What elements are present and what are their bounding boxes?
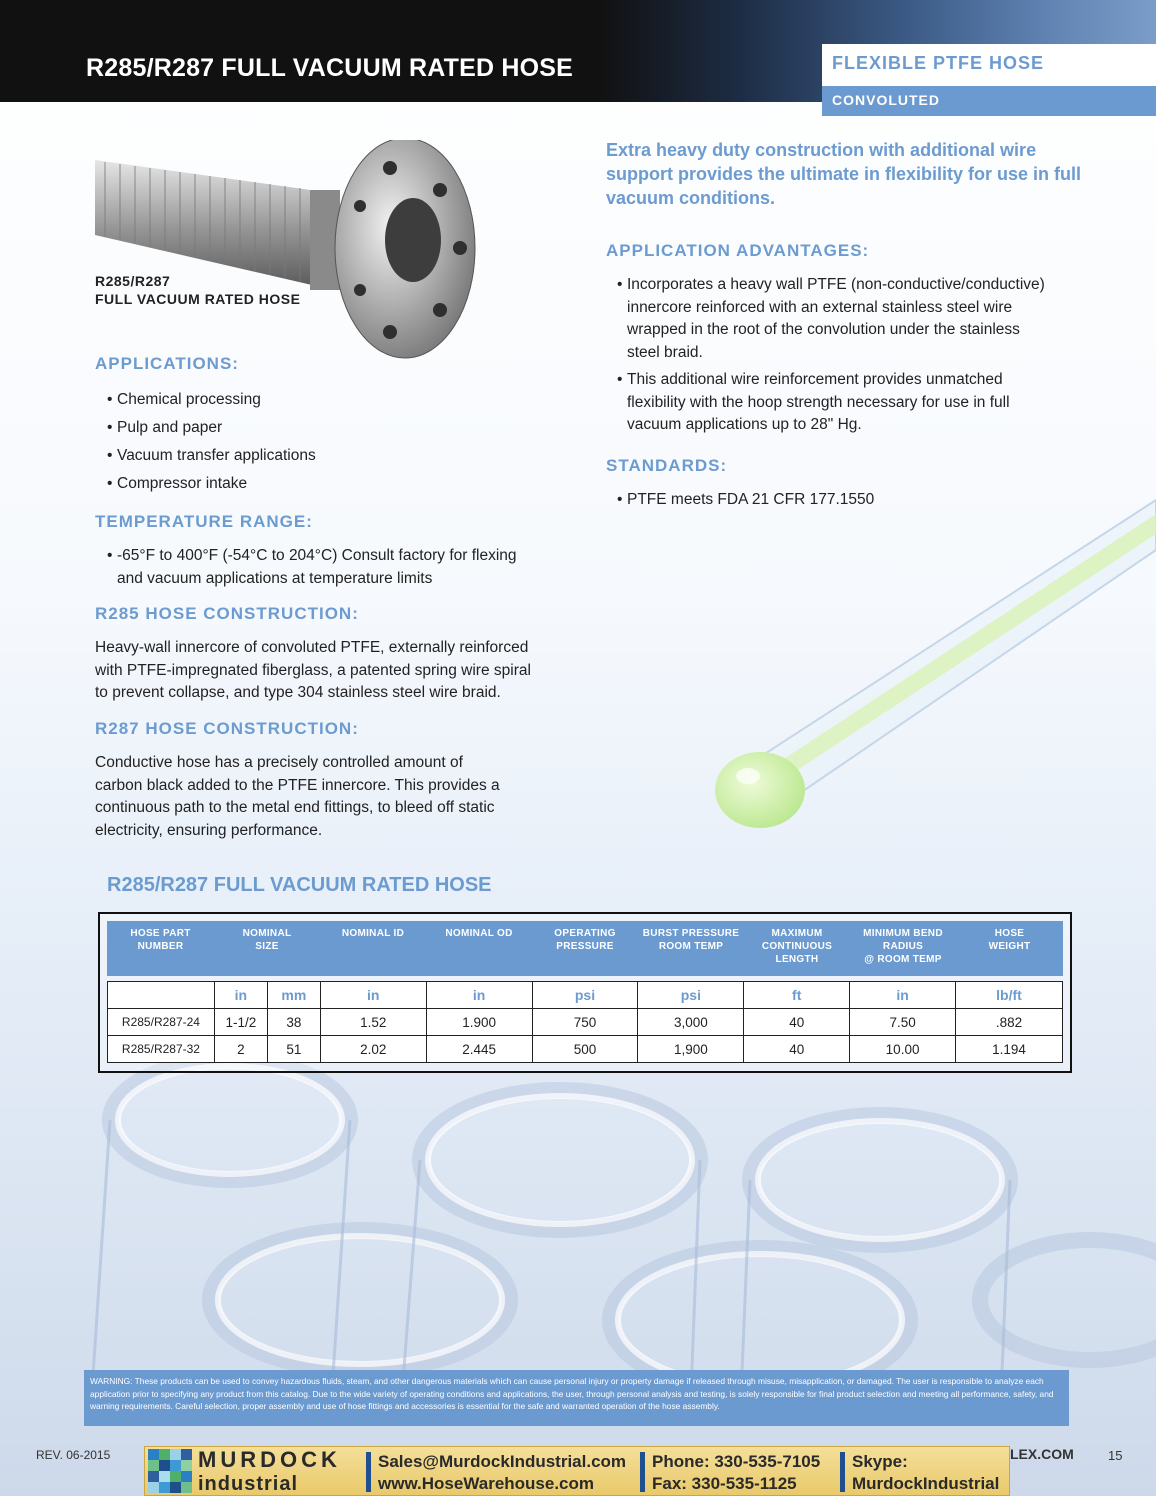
r285-paragraph: [95, 637, 531, 705]
list-item: • Vacuum transfer applications: [107, 442, 316, 470]
unit-cell: lb/ft: [956, 982, 1063, 1009]
image-caption: [95, 272, 300, 308]
r285-line: Heavy-wall innercore of convoluted PTFE, externally reinforced: [95, 639, 529, 656]
table-cell: 1,900: [638, 1036, 744, 1063]
caption-line-1: R285/R287: [95, 273, 171, 289]
temperature-line-2: and vacuum applications at temperature limits: [117, 569, 433, 587]
table-cell: 750: [532, 1009, 638, 1036]
units-row: [108, 982, 1063, 1009]
list-item: • Compressor intake: [107, 470, 316, 498]
header-line: SIZE: [255, 941, 279, 952]
subcategory-title: CONVOLUTED: [832, 92, 940, 108]
header-line: CONTINUOUS: [761, 941, 833, 952]
header-line: NUMBER: [137, 941, 184, 952]
header-line: PRESSURE: [556, 941, 614, 952]
header-min-bend-radius: [850, 927, 956, 966]
caption-line-2: FULL VACUUM RATED HOSE: [95, 291, 301, 307]
banner-contact-phone: [652, 1451, 820, 1495]
header-line: ROOM TEMP: [658, 941, 724, 952]
header-nominal-od: [426, 927, 532, 940]
header-hose-part-number: [107, 927, 214, 953]
brand-subname: industrial: [198, 1473, 299, 1495]
header-line: NOMINAL: [242, 928, 292, 939]
advantage-line: steel braid.: [627, 343, 703, 361]
r285-heading: R285 HOSE CONSTRUCTION:: [95, 604, 359, 623]
list-item: [617, 369, 1045, 437]
header-line: HOSE: [994, 928, 1025, 939]
table-cell: 1-1/2: [214, 1009, 267, 1036]
table-cell: 10.00: [850, 1036, 956, 1063]
table-cell: .882: [956, 1009, 1063, 1036]
header-line: RADIUS: [882, 941, 924, 952]
list-item: [107, 545, 517, 590]
advantage-line: • Incorporates a heavy wall PTFE (non-conductive/conductive): [627, 276, 1045, 293]
unit-cell: psi: [532, 982, 638, 1009]
temperature-heading: TEMPERATURE RANGE:: [95, 512, 313, 531]
header-line: MINIMUM BEND: [863, 928, 943, 939]
header-operating-pressure: [532, 927, 638, 953]
header-line: NOMINAL OD: [445, 928, 513, 939]
r285-line: to prevent collapse, and type 304 stainless steel wire braid.: [95, 684, 501, 701]
advantage-line: vacuum applications up to 28" Hg.: [627, 416, 862, 433]
table-cell: 500: [532, 1036, 638, 1063]
skype-id: MurdockIndustrial: [852, 1474, 1000, 1493]
warning-notice: WARNING: These products can be used to convey hazardous fluids, steam, and other dangerous materials which can cause personal injury or property damage if released through misuse, misapplication, or damaged. The user is responsible to analyze each application prior to specifying any product from this catalog. Due to the wide variety of operating conditions and applications, the user, through personal analysis and testing, is solely responsible for final product selection and meeting all performance, safety, and warning requirements. Careful selection, proper assembly and use of hose fittings and accessories is essential for the safe and warranted operation of the hose assembly.: [84, 1370, 1069, 1426]
unit-cell: in: [214, 982, 267, 1009]
fax-text: Fax: 330-535-1125: [652, 1474, 797, 1493]
header-line: OPERATING: [554, 928, 616, 939]
header-line: NOMINAL ID: [341, 928, 405, 939]
r287-line: Conductive hose has a precisely controlled amount of: [95, 754, 463, 771]
table-row: [108, 1009, 1063, 1036]
brand-name: MURDOCK: [198, 1447, 341, 1472]
web-link[interactable]: www.HoseWarehouse.com: [378, 1474, 595, 1493]
header-line: WEIGHT: [988, 941, 1031, 952]
header-max-length: [744, 927, 850, 966]
table-cell: 40: [744, 1036, 850, 1063]
unit-cell: in: [426, 982, 532, 1009]
header-line: HOSE PART: [130, 928, 191, 939]
table-cell: 38: [267, 1009, 320, 1036]
banner-divider: [840, 1452, 845, 1492]
table-cell: 1.194: [956, 1036, 1063, 1063]
header-line: LENGTH: [775, 954, 819, 965]
table-cell: 2.445: [426, 1036, 532, 1063]
standards-heading: STANDARDS:: [606, 456, 728, 475]
spec-table: [107, 981, 1063, 1063]
table-title: R285/R287 FULL VACUUM RATED HOSE: [107, 874, 492, 896]
applications-heading: APPLICATIONS:: [95, 354, 239, 373]
r287-line: carbon black added to the PTFE innercore. This provides a: [95, 776, 500, 794]
banner-divider: [640, 1452, 645, 1492]
advantages-list: [617, 274, 1045, 437]
advantage-line: • This additional wire reinforcement provides unmatched: [627, 371, 1003, 388]
list-item: • Chemical processing: [107, 386, 316, 414]
table-cell: 2: [214, 1036, 267, 1063]
cell-part-number: R285/R287-32: [108, 1036, 215, 1063]
website-fragment: LEX.COM: [1010, 1446, 1074, 1462]
unit-cell: mm: [267, 982, 320, 1009]
temperature-list: [107, 545, 517, 590]
header-burst-pressure: [638, 927, 744, 953]
email-link[interactable]: Sales@MurdockIndustrial.com: [378, 1452, 627, 1471]
category-title: FLEXIBLE PTFE HOSE: [832, 53, 1045, 73]
unit-cell: [108, 982, 215, 1009]
pipette-image: [700, 470, 1156, 850]
unit-cell: in: [850, 982, 956, 1009]
murdock-logo-mosaic-icon: [148, 1449, 192, 1493]
header-hose-weight: [956, 927, 1063, 953]
header-nominal-id: [320, 927, 426, 940]
advantage-line: flexibility with the hoop strength necessary for use in full: [627, 393, 1010, 411]
r287-heading: R287 HOSE CONSTRUCTION:: [95, 719, 359, 738]
intro-text: Extra heavy duty construction with additional wire support provides the ultimate in flexibility for use in full vacuum conditions.: [606, 140, 1082, 208]
list-item: • Pulp and paper: [107, 414, 316, 442]
table-row: [108, 1036, 1063, 1063]
page-number: 15: [1108, 1448, 1123, 1463]
banner-divider: [366, 1452, 371, 1492]
unit-cell: psi: [638, 982, 744, 1009]
table-cell: 7.50: [850, 1009, 956, 1036]
r287-line: continuous path to the metal end fittings, to bleed off static: [95, 799, 495, 816]
r287-paragraph: [95, 752, 500, 842]
page-title: R285/R287 FULL VACUUM RATED HOSE: [86, 54, 574, 82]
list-item: [617, 274, 1045, 364]
advantages-heading: APPLICATION ADVANTAGES:: [606, 241, 870, 260]
table-cell: 2.02: [320, 1036, 426, 1063]
temperature-line-1: • -65°F to 400°F (-54°C to 204°C) Consult factory for flexing: [117, 547, 517, 564]
table-cell: 3,000: [638, 1009, 744, 1036]
header-line: @ ROOM TEMP: [864, 954, 942, 965]
table-cell: 1.52: [320, 1009, 426, 1036]
cell-part-number: R285/R287-24: [108, 1009, 215, 1036]
hose-product-image: [95, 140, 480, 360]
revision-label: REV. 06-2015: [36, 1448, 111, 1462]
banner-contact-web: [378, 1451, 626, 1495]
table-cell: 51: [267, 1036, 320, 1063]
advantage-line: innercore reinforced with an external stainless steel wire: [627, 298, 1013, 316]
skype-label: Skype:: [852, 1452, 908, 1471]
applications-list: [107, 386, 316, 498]
header-nominal-size: [214, 927, 320, 953]
unit-cell: ft: [744, 982, 850, 1009]
header-line: BURST PRESSURE: [642, 928, 740, 939]
list-item: • PTFE meets FDA 21 CFR 177.1550: [617, 489, 874, 512]
header-line: MAXIMUM: [771, 928, 823, 939]
r287-line: electricity, ensuring performance.: [95, 821, 323, 839]
table-cell: 1.900: [426, 1009, 532, 1036]
table-cell: 40: [744, 1009, 850, 1036]
advantage-line: wrapped in the root of the convolution under the stainless: [627, 321, 1020, 338]
phone-text: Phone: 330-535-7105: [652, 1452, 821, 1471]
r285-line: with PTFE-impregnated fiberglass, a patented spring wire spiral: [95, 661, 531, 679]
unit-cell: in: [320, 982, 426, 1009]
banner-contact-skype: [852, 1451, 999, 1495]
